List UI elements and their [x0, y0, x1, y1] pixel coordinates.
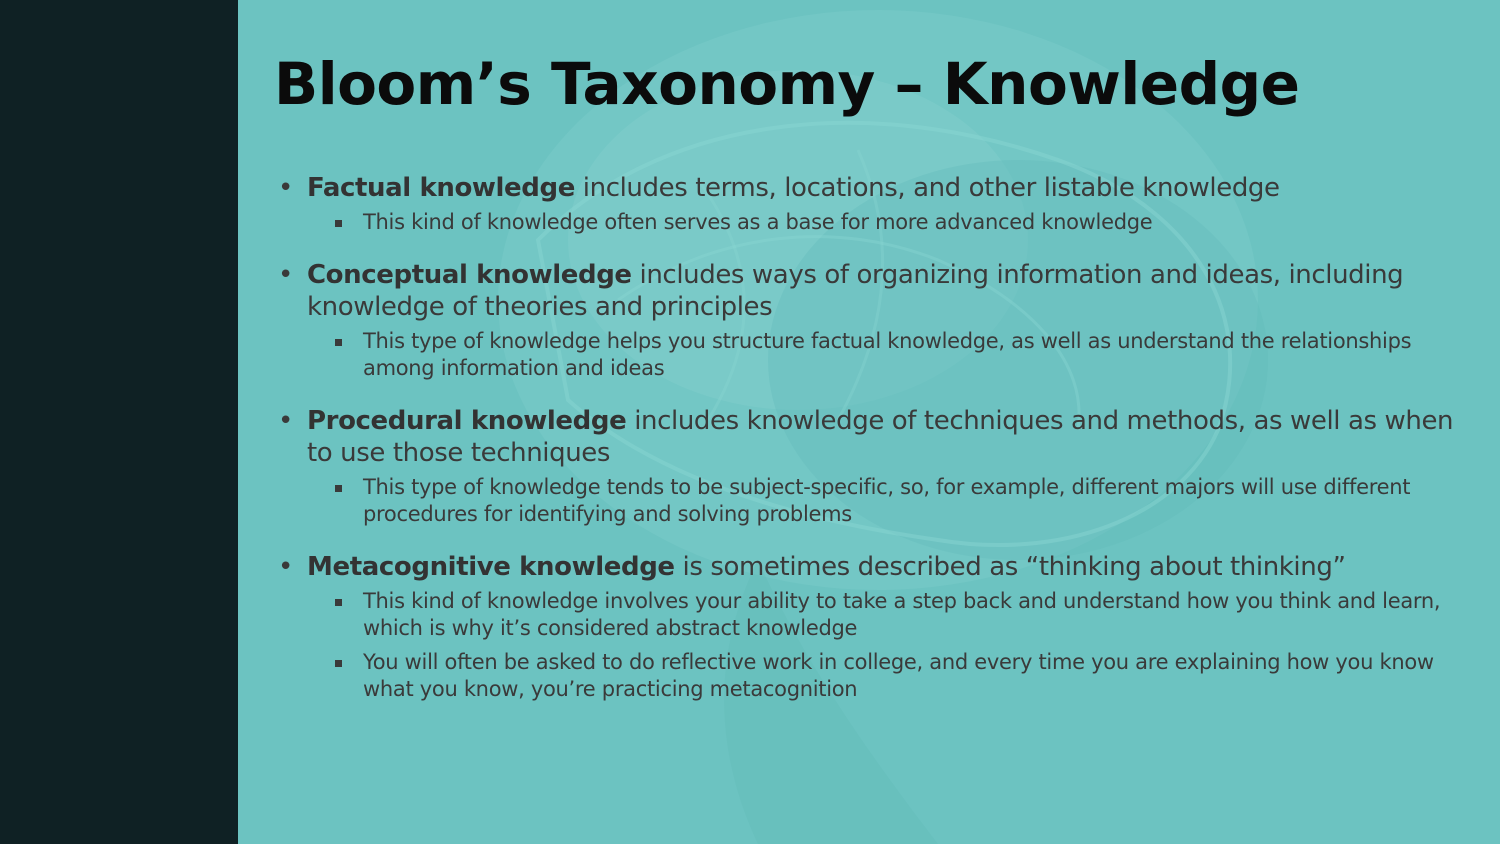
- sub-bullet: [307, 209, 1464, 236]
- bullet-term: Factual knowledge: [307, 173, 575, 203]
- bullet-description: includes terms, locations, and other listable knowledge: [574, 173, 1280, 203]
- slide-content-panel: [238, 0, 1500, 844]
- left-sidebar-band: [0, 0, 238, 844]
- bullet-metacognitive-knowledge: [274, 551, 1464, 703]
- sub-bullet-text: This type of knowledge tends to be subject-specific, so, for example, different majors will use different procedures for identifying and solving problems: [363, 475, 1411, 526]
- sub-bullet: [307, 474, 1464, 528]
- square-bullet-icon: [335, 339, 342, 346]
- slide-title: Bloom’s Taxonomy – Knowledge: [274, 50, 1300, 118]
- bullet-term: Conceptual knowledge: [307, 260, 632, 290]
- bullet-dot-icon: •: [278, 406, 294, 436]
- square-bullet-icon: [335, 599, 342, 606]
- sub-bullet-text: This kind of knowledge often serves as a base for more advanced knowledge: [363, 210, 1153, 234]
- square-bullet-icon: [335, 220, 342, 227]
- bullet-list: [274, 172, 1464, 726]
- bullet-term: Procedural knowledge: [307, 406, 627, 436]
- sub-bullet-list: [307, 209, 1464, 236]
- sub-bullet-list: [307, 328, 1464, 382]
- bullet-text: [307, 259, 1464, 323]
- sub-bullet-text: This kind of knowledge involves your ability to take a step back and understand how you think and learn, which is why it’s considered abstract knowledge: [363, 589, 1441, 640]
- square-bullet-icon: [335, 660, 342, 667]
- bullet-description: is sometimes described as “thinking about thinking”: [674, 552, 1346, 582]
- bullet-text: [307, 551, 1464, 583]
- bullet-dot-icon: •: [278, 552, 294, 582]
- bullet-conceptual-knowledge: [274, 259, 1464, 382]
- sub-bullet: [307, 649, 1464, 703]
- bullet-factual-knowledge: [274, 172, 1464, 236]
- sub-bullet: [307, 588, 1464, 642]
- bullet-dot-icon: •: [278, 173, 294, 203]
- bullet-procedural-knowledge: [274, 405, 1464, 528]
- sub-bullet-text: You will often be asked to do reflective work in college, and every time you are explaining how you know what you know, you’re practicing metacognition: [363, 650, 1434, 701]
- square-bullet-icon: [335, 485, 342, 492]
- sub-bullet-list: [307, 474, 1464, 528]
- sub-bullet-list: [307, 588, 1464, 703]
- bullet-dot-icon: •: [278, 260, 294, 290]
- sub-bullet: [307, 328, 1464, 382]
- bullet-text: [307, 405, 1464, 469]
- sub-bullet-text: This type of knowledge helps you structure factual knowledge, as well as understand the relationships among information and ideas: [363, 329, 1412, 380]
- bullet-text: [307, 172, 1464, 204]
- bullet-term: Metacognitive knowledge: [307, 552, 675, 582]
- bullet-description: includes ways of organizing information and ideas, including knowledge of theories and principles: [307, 260, 1404, 322]
- bullet-description: includes knowledge of techniques and methods, as well as when to use those techniques: [307, 406, 1454, 468]
